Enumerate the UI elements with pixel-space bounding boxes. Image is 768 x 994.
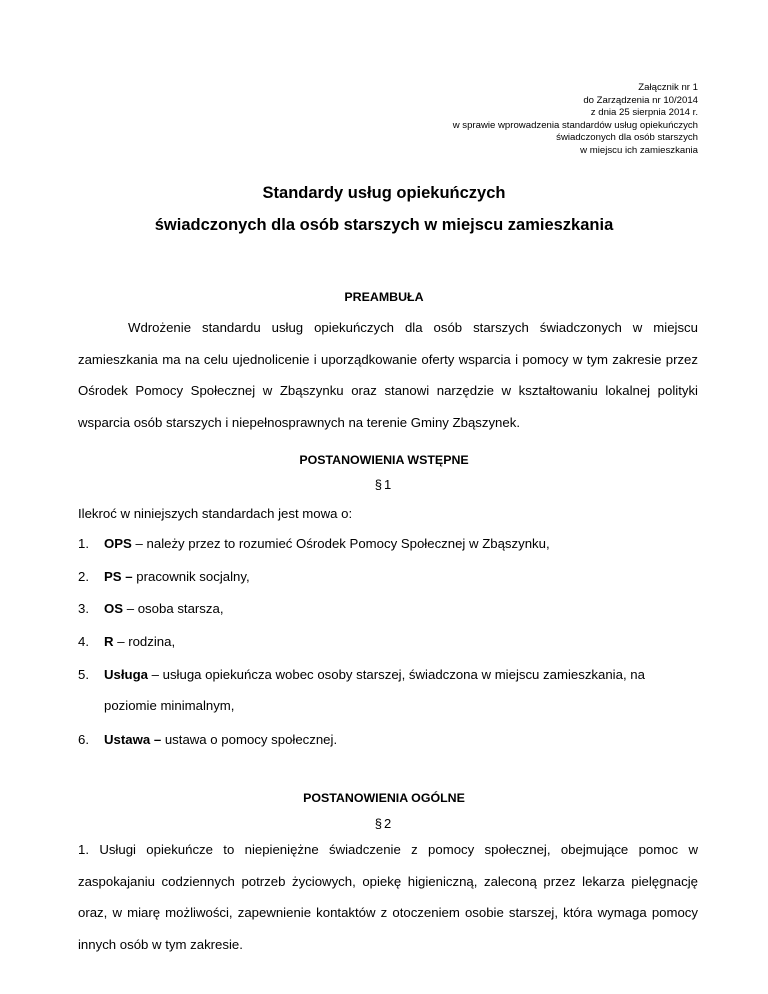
list-number: 4. — [78, 634, 89, 649]
annex-line: Załącznik nr 1 — [638, 82, 698, 93]
general-provisions-text: Usługi opiekuńcze to niepieniężne świadczenie z pomocy społecznej, obejmujące pomoc w zaspokajaniu codziennych potrzeb życiowych, opiekę higieniczną, zaleconą przez lekarza pielęgnację oraz, w miarę możliwości, zapewnienie kontaktów z otoczeniem osobie starszej, która wymaga pomocy innych osób w tym zakresie. — [78, 842, 698, 953]
document-title-line-1: Standardy usług opiekuńczych — [262, 184, 506, 202]
annex-line: z dnia 25 sierpnia 2014 r. — [590, 107, 698, 119]
document-title-line-2: świadczonych dla osób starszych w miejscu zamieszkania — [154, 216, 614, 234]
annex-header — [278, 82, 698, 158]
list-term: Usługa — [104, 667, 148, 682]
list-number: 1. — [78, 536, 89, 551]
list-term: R — [104, 634, 114, 649]
preamble-text: Wdrożenie standardu usług opiekuńczych dla osób starszych świadczonych w miejscu zamieszkania ma na celu ujednolicenie i uporządkowanie oferty wsparcia i pomocy w tym zakresie przez Ośrodek Pomocy Społecznej w Zbąszynku oraz stanowi narzędzie w kształtowaniu lokalnej polityki wsparcia osób starszych i niepełnosprawnych na terenie Gminy Zbąszynek. — [78, 320, 698, 431]
initial-provisions-heading: POSTANOWIENIA WSTĘPNE — [299, 453, 469, 467]
list-item — [78, 659, 698, 721]
list-term: OS — [104, 601, 124, 616]
general-provisions-heading: POSTANOWIENIA OGÓLNE — [303, 791, 465, 805]
section-2-symbol: §2 — [374, 816, 394, 831]
list-number: 3. — [78, 601, 89, 616]
list-number: 5. — [78, 667, 89, 682]
list-definition: pracownik socjalny, — [132, 569, 250, 584]
annex-line: w sprawie wprowadzenia standardów usług opiekuńczych — [452, 119, 698, 131]
list-item — [78, 593, 698, 624]
list-item — [78, 561, 698, 592]
annex-line: w miejscu ich zamieszkania — [580, 144, 698, 156]
list-definition: ustawa o pomocy społecznej. — [161, 732, 338, 747]
list-definition: – osoba starsza, — [123, 601, 224, 616]
list-item — [78, 626, 698, 657]
list-number: 2. — [78, 569, 89, 584]
annex-line: do Zarządzenia nr 10/2014 — [583, 94, 698, 106]
list-definition: – należy przez to rozumieć Ośrodek Pomocy Społecznej w Zbąszynku, — [131, 536, 550, 551]
list-definition-continuation: poziomie minimalnym, — [104, 698, 235, 713]
list-item — [78, 724, 698, 755]
list-definition: – usługa opiekuńcza wobec osoby starszej, świadczona w miejscu zamieszkania, na — [147, 667, 645, 682]
preamble-paragraph — [78, 312, 698, 439]
list-term: Ustawa – — [104, 732, 162, 747]
list-term: PS – — [104, 569, 133, 584]
list-item — [78, 528, 698, 559]
paragraph-number: 1. — [78, 842, 89, 857]
section-1-symbol: §1 — [374, 477, 394, 492]
general-provisions-paragraph — [78, 834, 698, 961]
preamble-heading: PREAMBUŁA — [344, 290, 424, 304]
list-number: 6. — [78, 732, 89, 747]
annex-line: świadczonych dla osób starszych — [556, 132, 698, 144]
list-term: OPS — [104, 536, 132, 551]
list-definition: – rodzina, — [113, 634, 176, 649]
definitions-intro: Ilekroć w niniejszych standardach jest mowa o: — [78, 506, 353, 521]
